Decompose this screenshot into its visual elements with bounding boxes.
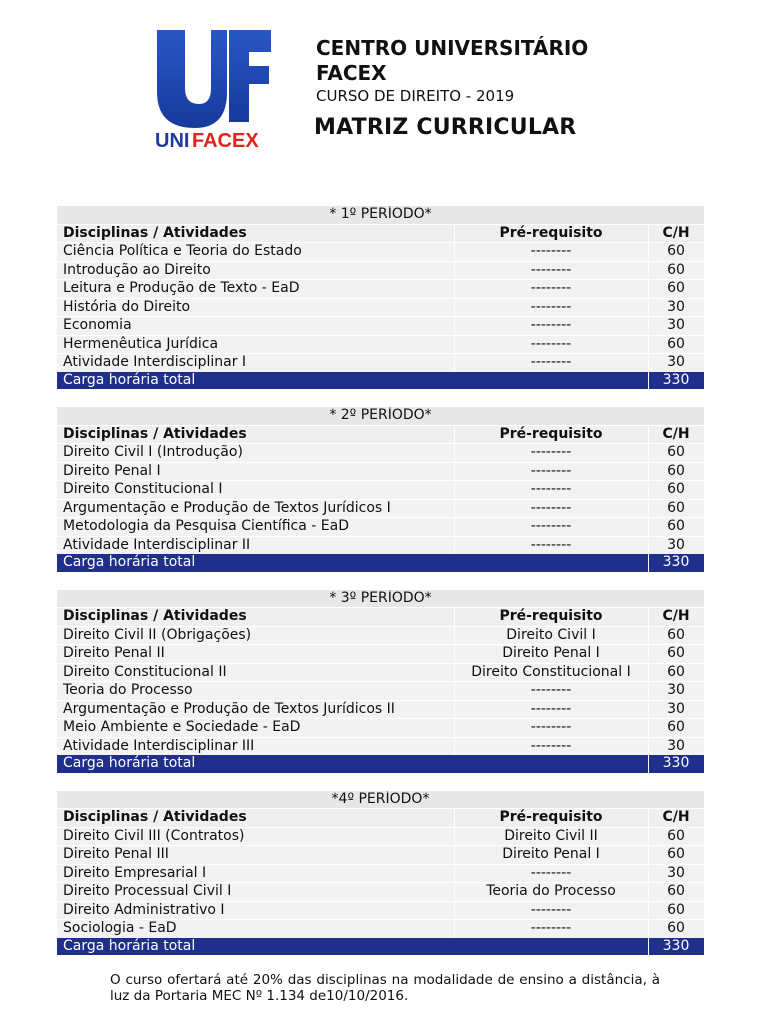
prerequisite: -------- — [454, 444, 648, 463]
prerequisite: -------- — [454, 920, 648, 938]
table-row — [57, 920, 704, 938]
discipline-name: Direito Penal I — [57, 462, 454, 481]
hours: 60 — [648, 719, 704, 738]
curriculum-periods — [57, 206, 704, 973]
unifacex-logo — [153, 26, 275, 152]
prerequisite: -------- — [454, 700, 648, 719]
hours: 60 — [648, 261, 704, 280]
period-title: * 2º PERÌODO* — [57, 407, 704, 425]
table-row — [57, 444, 704, 463]
institution-name: CENTRO UNIVERSITÁRIO FACEX — [316, 36, 589, 85]
table-row — [57, 645, 704, 664]
hours: 60 — [648, 335, 704, 354]
total-hours: 330 — [648, 554, 704, 572]
prerequisite: -------- — [454, 261, 648, 280]
discipline-name: Direito Constitucional I — [57, 481, 454, 500]
total-hours: 330 — [648, 755, 704, 773]
table-row — [57, 626, 704, 645]
prerequisite: -------- — [454, 864, 648, 883]
discipline-name: Teoria do Processo — [57, 682, 454, 701]
prerequisite: -------- — [454, 243, 648, 262]
table-row — [57, 280, 704, 299]
discipline-name: Metodologia da Pesquisa Científica - EaD — [57, 518, 454, 537]
column-header-prerequisite: Pré-requisito — [454, 809, 648, 828]
hours: 60 — [648, 663, 704, 682]
period-title: * 3º PERÌODO* — [57, 590, 704, 608]
table-row — [57, 883, 704, 902]
discipline-name: Introdução ao Direito — [57, 261, 454, 280]
total-label: Carga horária total — [57, 938, 648, 956]
period-table — [57, 590, 704, 773]
hours: 30 — [648, 737, 704, 755]
hours: 60 — [648, 499, 704, 518]
total-row — [57, 938, 704, 956]
table-row — [57, 682, 704, 701]
course-name: CURSO DE DIREITO - 2019 — [316, 87, 515, 105]
total-row — [57, 755, 704, 773]
table-row — [57, 901, 704, 920]
hours: 30 — [648, 317, 704, 336]
period-table — [57, 206, 704, 389]
column-header-hours: C/H — [648, 809, 704, 828]
total-label: Carga horária total — [57, 372, 648, 390]
table-row — [57, 462, 704, 481]
column-header-hours: C/H — [648, 425, 704, 444]
discipline-name: Direito Civil I (Introdução) — [57, 444, 454, 463]
total-hours: 330 — [648, 372, 704, 390]
discipline-name: Meio Ambiente e Sociedade - EaD — [57, 719, 454, 738]
hours: 60 — [648, 280, 704, 299]
column-header-hours: C/H — [648, 608, 704, 627]
column-header-discipline: Disciplinas / Atividades — [57, 425, 454, 444]
prerequisite: -------- — [454, 499, 648, 518]
table-row — [57, 261, 704, 280]
total-row — [57, 372, 704, 390]
page-title: MATRIZ CURRICULAR — [314, 115, 577, 140]
hours: 30 — [648, 700, 704, 719]
prerequisite: -------- — [454, 536, 648, 554]
prerequisite: Direito Constitucional I — [454, 663, 648, 682]
table-row — [57, 518, 704, 537]
curriculum-table — [57, 791, 705, 956]
curriculum-table — [57, 590, 705, 773]
svg-text:UNI: UNI — [155, 130, 190, 152]
table-row — [57, 737, 704, 755]
hours: 30 — [648, 536, 704, 554]
discipline-name: Direito Constitucional II — [57, 663, 454, 682]
prerequisite: Direito Penal I — [454, 846, 648, 865]
discipline-name: Direito Penal III — [57, 846, 454, 865]
prerequisite: -------- — [454, 518, 648, 537]
hours: 60 — [648, 901, 704, 920]
prerequisite: -------- — [454, 682, 648, 701]
discipline-name: Direito Processual Civil I — [57, 883, 454, 902]
hours: 30 — [648, 864, 704, 883]
prerequisite: -------- — [454, 462, 648, 481]
hours: 30 — [648, 682, 704, 701]
prerequisite: -------- — [454, 317, 648, 336]
table-row — [57, 317, 704, 336]
footer-note: O curso ofertará até 20% das disciplinas na modalidade de ensino a distância, à luz da Portaria MEC Nº 1.134 de10/10/2016. — [110, 971, 660, 1004]
discipline-name: História do Direito — [57, 298, 454, 317]
table-row — [57, 481, 704, 500]
discipline-name: Hermenêutica Jurídica — [57, 335, 454, 354]
table-row — [57, 864, 704, 883]
hours: 60 — [648, 626, 704, 645]
table-row — [57, 243, 704, 262]
hours: 60 — [648, 920, 704, 938]
prerequisite: Teoria do Processo — [454, 883, 648, 902]
hours: 60 — [648, 827, 704, 846]
total-hours: 330 — [648, 938, 704, 956]
discipline-name: Argumentação e Produção de Textos Jurídicos I — [57, 499, 454, 518]
column-header-discipline: Disciplinas / Atividades — [57, 224, 454, 243]
table-row — [57, 354, 704, 372]
hours: 60 — [648, 444, 704, 463]
column-header-prerequisite: Pré-requisito — [454, 425, 648, 444]
prerequisite: -------- — [454, 901, 648, 920]
curriculum-table — [57, 407, 705, 572]
column-header-discipline: Disciplinas / Atividades — [57, 809, 454, 828]
period-title: * 1º PERÍODO* — [57, 206, 704, 224]
discipline-name: Atividade Interdisciplinar I — [57, 354, 454, 372]
curriculum-table — [57, 206, 705, 389]
svg-text:FACEX: FACEX — [192, 130, 259, 152]
period-table — [57, 791, 704, 956]
hours: 30 — [648, 298, 704, 317]
discipline-name: Atividade Interdisciplinar III — [57, 737, 454, 755]
prerequisite: Direito Civil I — [454, 626, 648, 645]
table-row — [57, 298, 704, 317]
hours: 60 — [648, 883, 704, 902]
column-header-prerequisite: Pré-requisito — [454, 224, 648, 243]
document-header — [316, 36, 646, 141]
discipline-name: Direito Penal II — [57, 645, 454, 664]
hours: 60 — [648, 518, 704, 537]
discipline-name: Ciência Política e Teoria do Estado — [57, 243, 454, 262]
discipline-name: Leitura e Produção de Texto - EaD — [57, 280, 454, 299]
total-label: Carga horária total — [57, 554, 648, 572]
table-row — [57, 827, 704, 846]
prerequisite: Direito Penal I — [454, 645, 648, 664]
hours: 30 — [648, 354, 704, 372]
discipline-name: Sociologia - EaD — [57, 920, 454, 938]
hours: 60 — [648, 462, 704, 481]
column-header-discipline: Disciplinas / Atividades — [57, 608, 454, 627]
unifacex-logo-mark — [153, 26, 275, 152]
discipline-name: Atividade Interdisciplinar II — [57, 536, 454, 554]
discipline-name: Direito Administrativo I — [57, 901, 454, 920]
table-row — [57, 499, 704, 518]
table-row — [57, 536, 704, 554]
table-row — [57, 700, 704, 719]
prerequisite: -------- — [454, 719, 648, 738]
period-title: *4º PERÍODO* — [57, 791, 704, 809]
total-row — [57, 554, 704, 572]
prerequisite: -------- — [454, 335, 648, 354]
total-label: Carga horária total — [57, 755, 648, 773]
table-row — [57, 846, 704, 865]
prerequisite: -------- — [454, 481, 648, 500]
prerequisite: -------- — [454, 280, 648, 299]
discipline-name: Direito Empresarial I — [57, 864, 454, 883]
column-header-hours: C/H — [648, 224, 704, 243]
table-row — [57, 719, 704, 738]
period-table — [57, 407, 704, 572]
discipline-name: Direito Civil II (Obrigações) — [57, 626, 454, 645]
discipline-name: Economia — [57, 317, 454, 336]
prerequisite: -------- — [454, 298, 648, 317]
prerequisite: -------- — [454, 737, 648, 755]
hours: 60 — [648, 243, 704, 262]
discipline-name: Direito Civil III (Contratos) — [57, 827, 454, 846]
table-row — [57, 335, 704, 354]
discipline-name: Argumentação e Produção de Textos Jurídicos II — [57, 700, 454, 719]
hours: 60 — [648, 645, 704, 664]
hours: 60 — [648, 846, 704, 865]
prerequisite: Direito Civil II — [454, 827, 648, 846]
column-header-prerequisite: Pré-requisito — [454, 608, 648, 627]
hours: 60 — [648, 481, 704, 500]
table-row — [57, 663, 704, 682]
prerequisite: -------- — [454, 354, 648, 372]
